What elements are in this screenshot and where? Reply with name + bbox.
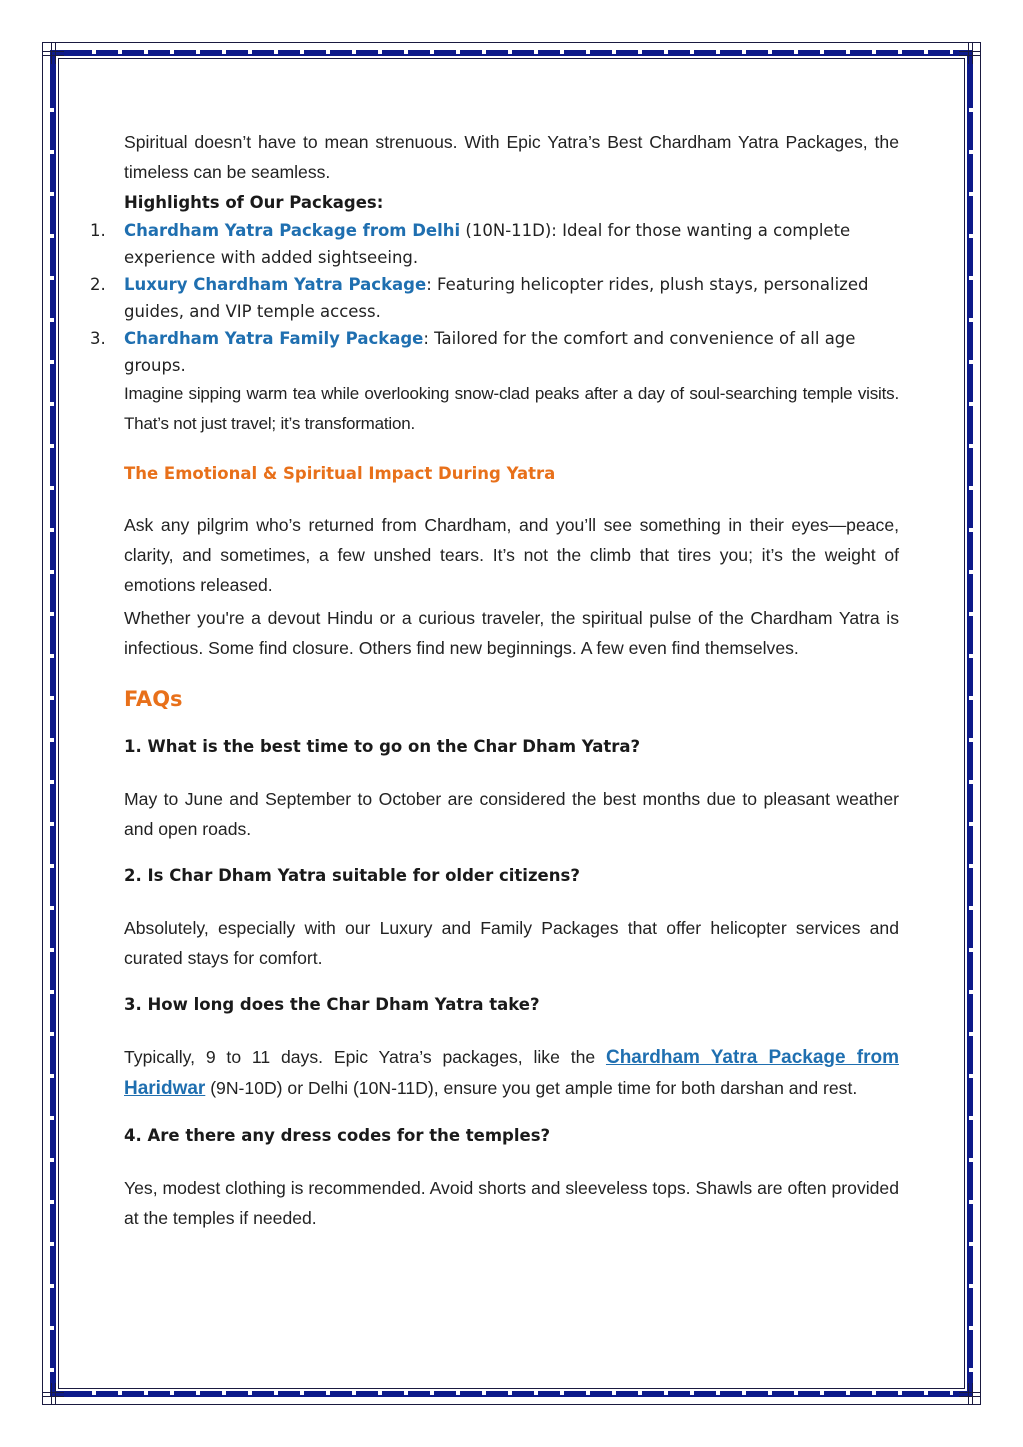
package-link-family[interactable]: Chardham Yatra Family Package	[124, 329, 424, 348]
highlights-heading: Highlights of Our Packages:	[124, 193, 384, 212]
faq-answer-2: Absolutely, especially with our Luxury and Family Packages that offer helicopter services and curated stays for comfort.	[124, 918, 899, 968]
emotional-paragraph-2: Whether you're a devout Hindu or a curious traveler, the spiritual pulse of the Chardham Yatra is infectious. Some find closure. Others find new beginnings. A few even find themselves.	[124, 608, 899, 658]
packages-list	[90, 217, 899, 379]
faq-answer-3-text: Typically, 9 to 11 days. Epic Yatra’s packages, like the	[124, 1047, 606, 1067]
list-number: 1.	[90, 221, 106, 240]
list-item-text: : Tailored for the comfort and convenience of all age groups.	[124, 329, 856, 375]
list-item-text: : Featuring helicopter rides, plush stays, personalized guides, and VIP temple access.	[124, 275, 869, 321]
document-body	[90, 127, 899, 1233]
package-link-luxury[interactable]: Luxury Chardham Yatra Package	[124, 275, 427, 294]
faq-question-4: 4. Are there any dress codes for the temples?	[124, 1126, 551, 1145]
package-link-delhi[interactable]: Chardham Yatra Package from Delhi	[124, 221, 461, 240]
border-dash-right	[969, 70, 973, 1377]
corner-ornament	[959, 42, 981, 64]
list-item	[90, 217, 899, 271]
corner-ornament	[42, 42, 64, 64]
faq-question-3: 3. How long does the Char Dham Yatra take?	[124, 995, 540, 1014]
list-item-text: (10N-11D): Ideal for those wanting a complete experience with added sightseeing.	[124, 221, 851, 267]
faq-answer-3	[124, 1042, 899, 1104]
list-number: 2.	[90, 275, 106, 294]
faq-question-2: 2. Is Char Dham Yatra suitable for older citizens?	[124, 866, 580, 885]
faq-answer-4: Yes, modest clothing is recommended. Avoid shorts and sleeveless tops. Shawls are often provided at the temples if needed.	[124, 1178, 899, 1228]
faq-answer-3-text-end: (9N-10D) or Delhi (10N-11D), ensure you get ample time for both darshan and rest.	[205, 1078, 858, 1098]
border-dash-left	[50, 70, 54, 1377]
intro-paragraph: Spiritual doesn’t have to mean strenuous. With Epic Yatra’s Best Chardham Yatra Packages, the timeless can be seamless.	[124, 132, 899, 182]
faq-question-1: 1. What is the best time to go on the Char Dham Yatra?	[124, 737, 641, 756]
faqs-title: FAQs	[124, 687, 183, 711]
corner-ornament	[959, 1383, 981, 1405]
list-item	[90, 271, 899, 325]
emotional-paragraph-1: Ask any pilgrim who’s returned from Chardham, and you’ll see something in their eyes—peace, clarity, and sometimes, a few unshed tears. It’s not the climb that tires you; it’s the weight of emotions released.	[124, 515, 899, 595]
corner-ornament	[42, 1383, 64, 1405]
border-dash-top	[70, 50, 953, 54]
emotional-impact-heading: The Emotional & Spiritual Impact During Yatra	[124, 464, 556, 483]
haridwar-package-link[interactable]: Chardham Yatra Package from Haridwar	[124, 1047, 899, 1099]
list-number: 3.	[90, 329, 106, 348]
closing-paragraph: Imagine sipping warm tea while overlooking snow-clad peaks after a day of soul-searching temple visits. That’s not just travel; it’s transformation.	[124, 384, 899, 433]
faq-answer-1: May to June and September to October are considered the best months due to pleasant weather and open roads.	[124, 789, 899, 839]
list-item	[90, 325, 899, 379]
border-dash-bottom	[70, 1391, 953, 1395]
